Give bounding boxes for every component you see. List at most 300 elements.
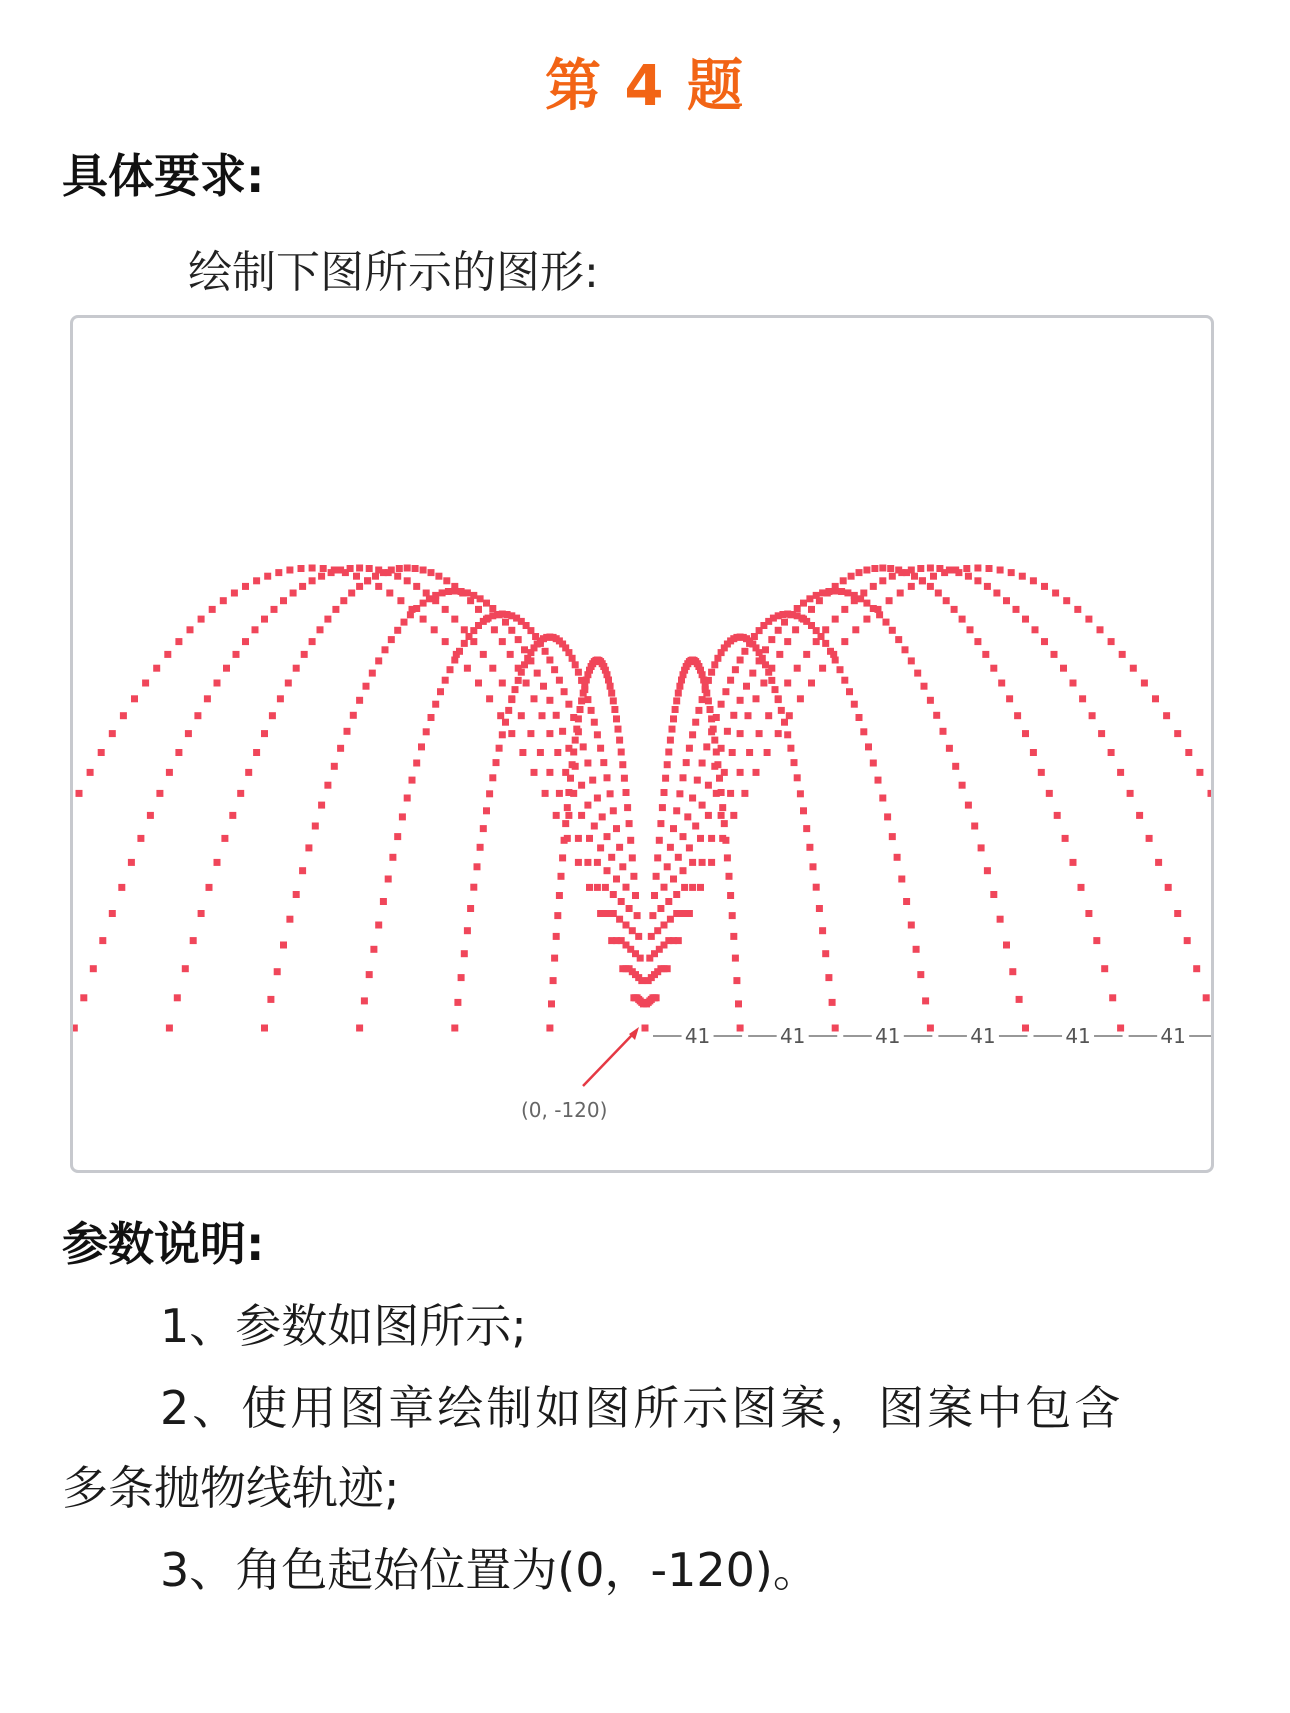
trajectory-dot [461,626,468,633]
trajectory-dot [464,927,471,934]
trajectory-dot [974,638,981,645]
trajectory-dot [768,636,775,643]
trajectory-dot [1030,577,1037,584]
trajectory-dot [394,627,401,634]
trajectory-dot [619,965,626,972]
trajectory-dot [461,950,468,957]
trajectory-dot [546,657,553,664]
trajectory-dot [109,730,116,737]
trajectory-dot [703,743,710,750]
trajectory-dot [1079,695,1086,702]
trajectory-dot [697,835,704,842]
trajectory-dot [420,567,427,574]
trajectory-dot [420,600,427,607]
trajectory-dot [851,701,858,708]
trajectory-dot [832,1025,839,1032]
trajectory-dot [822,950,829,957]
trajectory-dot [974,577,981,584]
trajectory-dot [840,577,847,584]
trajectory-dot [727,892,734,899]
trajectory-dot [486,790,493,797]
trajectory-dot [984,867,991,874]
trajectory-dot [366,971,373,978]
trajectory-dot [575,669,582,676]
trajectory-dot [615,726,622,733]
trajectory-dot [649,912,656,919]
trajectory-dot [527,730,534,737]
trajectory-dot [1165,884,1172,891]
trajectory-dot [586,835,593,842]
trajectory-dot [927,697,934,704]
trajectory-dot [1098,730,1105,737]
trajectory-dot [791,759,798,766]
trajectory-dot [794,605,801,612]
trajectory-dot [523,680,530,687]
trajectory-dot [252,626,259,633]
trajectory-dot [209,606,216,613]
trajectory-dot [483,807,490,814]
trajectory-dot [274,968,281,975]
trajectory-dot [404,565,411,572]
trajectory-dot [118,884,125,891]
trajectory-dot [741,790,748,797]
trajectory-dot [477,844,484,851]
trajectory-dot [261,1025,268,1032]
trajectory-dot [499,680,506,687]
trajectory-dot [721,769,728,776]
trajectory-dot [797,695,804,702]
trajectory-dot [830,651,837,658]
trajectory-dot [496,611,503,618]
trajectory-dot [737,1025,744,1032]
trajectory-dot [527,657,534,664]
trajectory-dot [927,565,934,572]
trajectory-dot [648,933,655,940]
trajectory-dot [673,891,680,898]
trajectory-dot [572,661,579,668]
trajectory-dot [610,891,617,898]
trajectory-dot [437,688,444,695]
trajectory-dot [578,812,585,819]
trajectory-dot [889,833,896,840]
trajectory-dot [531,695,538,702]
trajectory-dot [375,567,382,574]
trajectory-dot [756,657,763,664]
trajectory-dot [562,820,569,827]
trajectory-dot [870,583,877,590]
trajectory-dot [1127,790,1134,797]
trajectory-dot [816,597,823,604]
trajectory-dot [733,977,740,984]
trajectory-dot [299,867,306,874]
trajectory-dot [293,891,300,898]
trajectory-dot [261,730,268,737]
trajectory-dot [1060,665,1067,672]
trajectory-dot [824,590,831,597]
trajectory-dot [670,876,677,883]
trajectory-dot [1155,859,1162,866]
trajectory-dot [870,760,877,767]
trajectory-dot [467,597,474,604]
trajectory-dot [719,835,726,842]
trajectory-dot [73,1025,78,1032]
trajectory-dot [432,701,439,708]
trajectory-dot [800,807,807,814]
trajectory-dot [772,686,779,693]
trajectory-dot [699,696,706,703]
trajectory-dot [175,638,182,645]
trajectory-dot [597,844,604,851]
trajectory-dot [584,802,591,809]
trajectory-dot [730,812,737,819]
trajectory-dot [521,661,528,668]
trajectory-dot [776,651,783,658]
trajectory-dot [1016,996,1023,1003]
trajectory-dot [990,665,997,672]
trajectory-dot [680,910,687,917]
trajectory-dot [350,712,357,719]
trajectory-dot [610,910,617,917]
trajectory-dot [611,706,618,713]
trajectory-dot [331,567,338,574]
trajectory-dot [546,1025,553,1032]
trajectory-dot [588,707,595,714]
trajectory-dot [786,712,793,719]
trajectory-dot [1063,597,1070,604]
trajectory-dot [76,790,83,797]
trajectory-dot [1019,573,1026,580]
trajectory-dot [432,597,439,604]
trajectory-dot [399,813,406,820]
trajectory-dot [626,820,633,827]
spacing-label: 41 [779,1024,806,1048]
trajectory-dot [1184,937,1191,944]
trajectory-dot [726,873,733,880]
trajectory-dot [659,804,666,811]
trajectory-dot [370,946,377,953]
trajectory-dot [508,627,515,634]
trajectory-dot [1003,942,1010,949]
trajectory-dot [214,859,221,866]
trajectory-dot [681,884,688,891]
trajectory-dot [634,912,641,919]
trajectory-dot [1074,606,1081,613]
trajectory-dot [1054,812,1061,819]
trajectory-dot [743,683,750,690]
trajectory-dot [673,807,680,814]
trajectory-dot [871,565,878,572]
trajectory-dot [591,823,598,830]
trajectory-dot [762,661,769,668]
trajectory-dot [442,606,449,613]
trajectory-dot [610,807,617,814]
param-item-2-cont: 多条抛物线轨迹; [62,1461,400,1515]
trajectory-dot [602,884,609,891]
trajectory-dot [689,884,696,891]
trajectory-dot [554,749,561,756]
trajectory-dot [369,670,376,677]
trajectory-dot [697,884,704,891]
trajectory-dot [616,844,623,851]
trajectory-dot [762,646,769,653]
trajectory-dot [428,714,435,721]
trajectory-dot [986,565,993,572]
trajectory-dot [940,728,947,735]
trajectory-dot [317,626,324,633]
trajectory-dot [775,627,782,634]
trajectory-dot [838,588,845,595]
trajectory-dot [447,666,454,673]
trajectory-dot [445,588,452,595]
parameters-heading: 参数说明: [62,1217,265,1271]
trajectory-dot [686,910,693,917]
trajectory-dot [623,884,630,891]
trajectory-dot [396,565,403,572]
trajectory-dot [630,994,637,1001]
trajectory-dot [613,825,620,832]
trajectory-dot [565,701,572,708]
trajectory-dot [670,825,677,832]
spacing-label: 41 [684,1024,711,1048]
trajectory-dot [356,1025,363,1032]
trajectory-dot [727,790,734,797]
trajectory-dot [575,859,582,866]
trajectory-dot [686,844,693,851]
trajectory-dot [285,680,292,687]
trajectory-dot [534,670,541,677]
trajectory-dot [404,577,411,584]
trajectory-dot [624,804,631,811]
trajectory-dot [1117,769,1124,776]
trajectory-dot [87,769,94,776]
trajectory-dot [819,665,826,672]
trajectory-dot [299,583,306,590]
trajectory-dot [477,595,484,602]
trajectory-dot [309,638,316,645]
trajectory-dot [198,616,205,623]
trajectory-dot [375,922,382,929]
trajectory-dot [908,583,915,590]
trajectory-dot [507,651,514,658]
trajectory-dot [531,769,538,776]
trajectory-dot [237,790,244,797]
trajectory-dot [474,863,481,870]
trajectory-dot [903,898,910,905]
trajectory-dot [810,863,817,870]
trajectory-dot [1022,730,1029,737]
trajectory-dot [654,927,661,934]
trajectory-dot [521,646,528,653]
trajectory-dot [269,712,276,719]
trajectory-dot [844,589,851,596]
trajectory-dot [808,606,815,613]
trajectory-dot [635,933,642,940]
trajectory-dot [546,730,553,737]
trajectory-dot [558,873,565,880]
trajectory-dot [673,697,680,704]
trajectory-dot [286,567,293,574]
trajectory-dot [131,695,138,702]
trajectory-dot [1038,769,1045,776]
trajectory-dot [556,677,563,684]
trajectory-dot [1152,695,1159,702]
trajectory-dot [613,876,620,883]
trajectory-dot [998,680,1005,687]
trajectory-dot [680,833,687,840]
trajectory-dot [982,651,989,658]
trajectory-dot [214,680,221,687]
trajectory-dot [309,565,316,572]
page-title: 第 4 题 [545,54,745,119]
trajectory-dot [483,616,490,623]
trajectory-dot [990,891,997,898]
trajectory-dot [705,697,712,704]
trajectory-dot [491,626,498,633]
requirements-heading: 具体要求: [62,149,265,203]
trajectory-dot [746,640,753,647]
trajectory-dot [1006,695,1013,702]
trajectory-dot [556,892,563,899]
trajectory-dot [730,712,737,719]
trajectory-dot [829,999,836,1006]
trajectory-dot [233,651,240,658]
trajectory-dot [629,927,636,934]
trajectory-dot [884,813,891,820]
trajectory-dot [599,813,606,820]
trajectory-dot [927,1025,934,1032]
trajectory-dot [271,606,278,613]
trajectory-dot [669,726,676,733]
trajectory-dot [813,638,820,645]
trajectory-dot [464,665,471,672]
trajectory-dot [277,695,284,702]
trajectory-dot [1203,994,1210,1001]
trajectory-dot [1196,769,1203,776]
trajectory-dot [675,690,682,697]
trajectory-dot [708,835,715,842]
trajectory-dot [1117,1025,1124,1032]
spacing-label: 41 [970,1024,996,1048]
trajectory-dot [784,638,791,645]
trajectory-dot [732,666,739,673]
trajectory-dot [505,707,512,714]
trajectory-dot [185,730,192,737]
trajectory-dot [724,728,731,735]
trajectory-dot [223,665,230,672]
trajectory-dot [518,712,525,719]
trajectory-dot [194,712,201,719]
trajectory-dot [711,763,718,770]
trajectory-dot [965,573,972,580]
trajectory-dot [562,769,569,776]
trajectory-dot [375,657,382,664]
trajectory-dot [946,745,953,752]
trajectory-dot [584,760,591,767]
trajectory-dot [623,922,630,929]
trajectory-dot [1146,835,1153,842]
trajectory-dot [933,712,940,719]
trajectory-dot [886,597,893,604]
trajectory-dot [418,743,425,750]
trajectory-dot [1193,965,1200,972]
trajectory-dot [699,760,706,767]
trajectory-dot [613,715,620,722]
trajectory-dot [894,854,901,861]
trajectory-dot [597,910,604,917]
trajectory-dot [699,859,706,866]
trajectory-dot [253,749,260,756]
trajectory-dot [366,565,373,572]
trajectory-dot [561,688,568,695]
trajectory-dot [718,701,725,708]
trajectory-dot [1163,712,1170,719]
trajectory-dot [275,569,282,576]
trajectory-dot [356,697,363,704]
trajectory-dot [572,763,579,770]
trajectory-dot [1022,1025,1029,1032]
trajectory-dot [689,859,696,866]
trajectory-dot [608,690,615,697]
trajectory-dot [397,597,404,604]
trajectory-dot [439,589,446,596]
trajectory-dot [851,597,858,604]
trajectory-dot [1022,616,1029,623]
trajectory-dot [409,606,416,613]
trajectory-dot [305,844,312,851]
trajectory-dot [711,661,718,668]
trajectory-dot [705,782,712,789]
trajectory-dot [1109,994,1116,1001]
trajectory-dot [318,802,325,809]
trajectory-dot [963,565,970,572]
trajectory-dot [1208,790,1212,797]
trajectory-dot [597,745,604,752]
trajectory-dot [1046,790,1053,797]
trajectory-dot [997,567,1004,574]
trajectory-dot [442,638,449,645]
trajectory-dot [784,731,791,738]
trajectory-dot [546,697,553,704]
trajectory-dot [908,567,915,574]
trajectory-dot [204,695,211,702]
trajectory-dot [967,626,974,633]
trajectory-dot [553,933,560,940]
trajectory-dot [661,884,668,891]
trajectory-dot [856,714,863,721]
trajectory-dot [629,854,636,861]
trajectory-dot [1041,638,1048,645]
trajectory-dot [475,606,482,613]
trajectory-dot [470,884,477,891]
trajectory-dot [707,706,714,713]
trajectory-dot [475,680,482,687]
trajectory-dot [952,763,959,770]
trajectory-dot [451,583,458,590]
trajectory-dot [413,760,420,767]
trajectory-dot [665,898,672,905]
trajectory-dot [993,590,1000,597]
trajectory-dot [927,583,934,590]
trajectory-dot [711,737,718,744]
trajectory-dot [684,813,691,820]
trajectory-dot [664,863,671,870]
trajectory-dot [480,825,487,832]
trajectory-dot [863,616,870,623]
trajectory-dot [423,728,430,735]
trajectory-dot [594,884,601,891]
trajectory-dot [800,616,807,623]
trajectory-dot [618,898,625,905]
